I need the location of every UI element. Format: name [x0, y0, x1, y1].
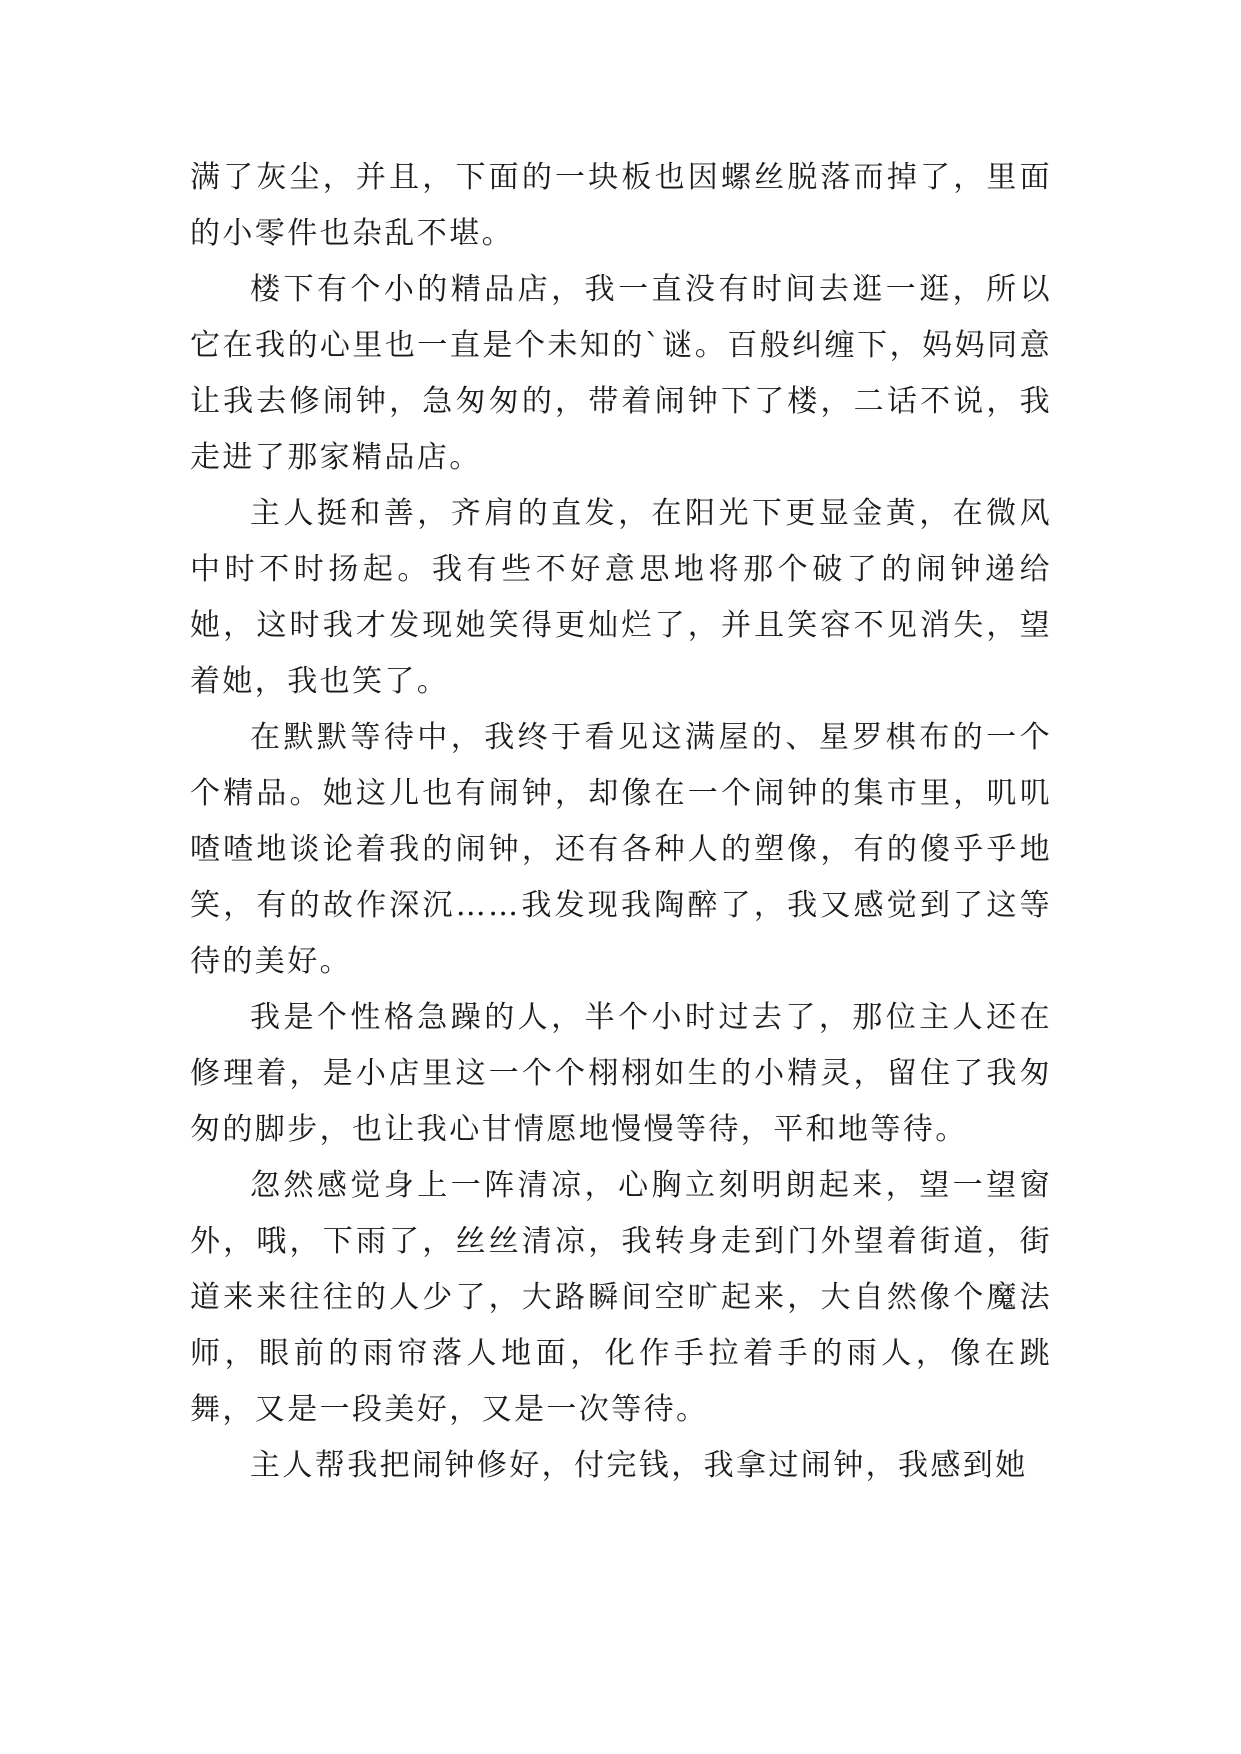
- paragraph: 我是个性格急躁的人，半个小时过去了，那位主人还在修理着，是小店里这一个个栩栩如生的小精灵，留住了我匆匆的脚步，也让我心甘情愿地慢慢等待，平和地等待。: [190, 1000, 1052, 1147]
- paragraph: 楼下有个小的精品店，我一直没有时间去逛一逛，所以它在我的心里也一直是个未知的`谜。百般纠缠下，妈妈同意让我去修闹钟，急匆匆的，带着闹钟下了楼，二话不说，我走进了那家精品店。: [190, 272, 1052, 475]
- paragraph: 忽然感觉身上一阵清凉，心胸立刻明朗起来，望一望窗外，哦，下雨了，丝丝清凉，我转身走到门外望着街道，街道来来往往的人少了，大路瞬间空旷起来，大自然像个魔法师，眼前的雨帘落人地面，化作手拉着手的雨人，像在跳舞，又是一段美好，又是一次等待。: [190, 1168, 1052, 1427]
- paragraph: 主人挺和善，齐肩的直发，在阳光下更显金黄，在微风中时不时扬起。我有些不好意思地将那个破了的闹钟递给她，这时我才发现她笑得更灿烂了，并且笑容不见消失，望着她，我也笑了。: [190, 496, 1052, 699]
- document-body: [190, 150, 1052, 1494]
- paragraph: 在默默等待中，我终于看见这满屋的、星罗棋布的一个个精品。她这儿也有闹钟，却像在一个闹钟的集市里，叽叽喳喳地谈论着我的闹钟，还有各种人的塑像，有的傻乎乎地笑，有的故作深沉……我发现我陶醉了，我又感觉到了这等待的美好。: [190, 720, 1052, 979]
- paragraph: 主人帮我把闹钟修好，付完钱，我拿过闹钟，我感到她: [250, 1448, 1028, 1483]
- paragraph: 满了灰尘，并且，下面的一块板也因螺丝脱落而掉了，里面的小零件也杂乱不堪。: [190, 160, 1052, 251]
